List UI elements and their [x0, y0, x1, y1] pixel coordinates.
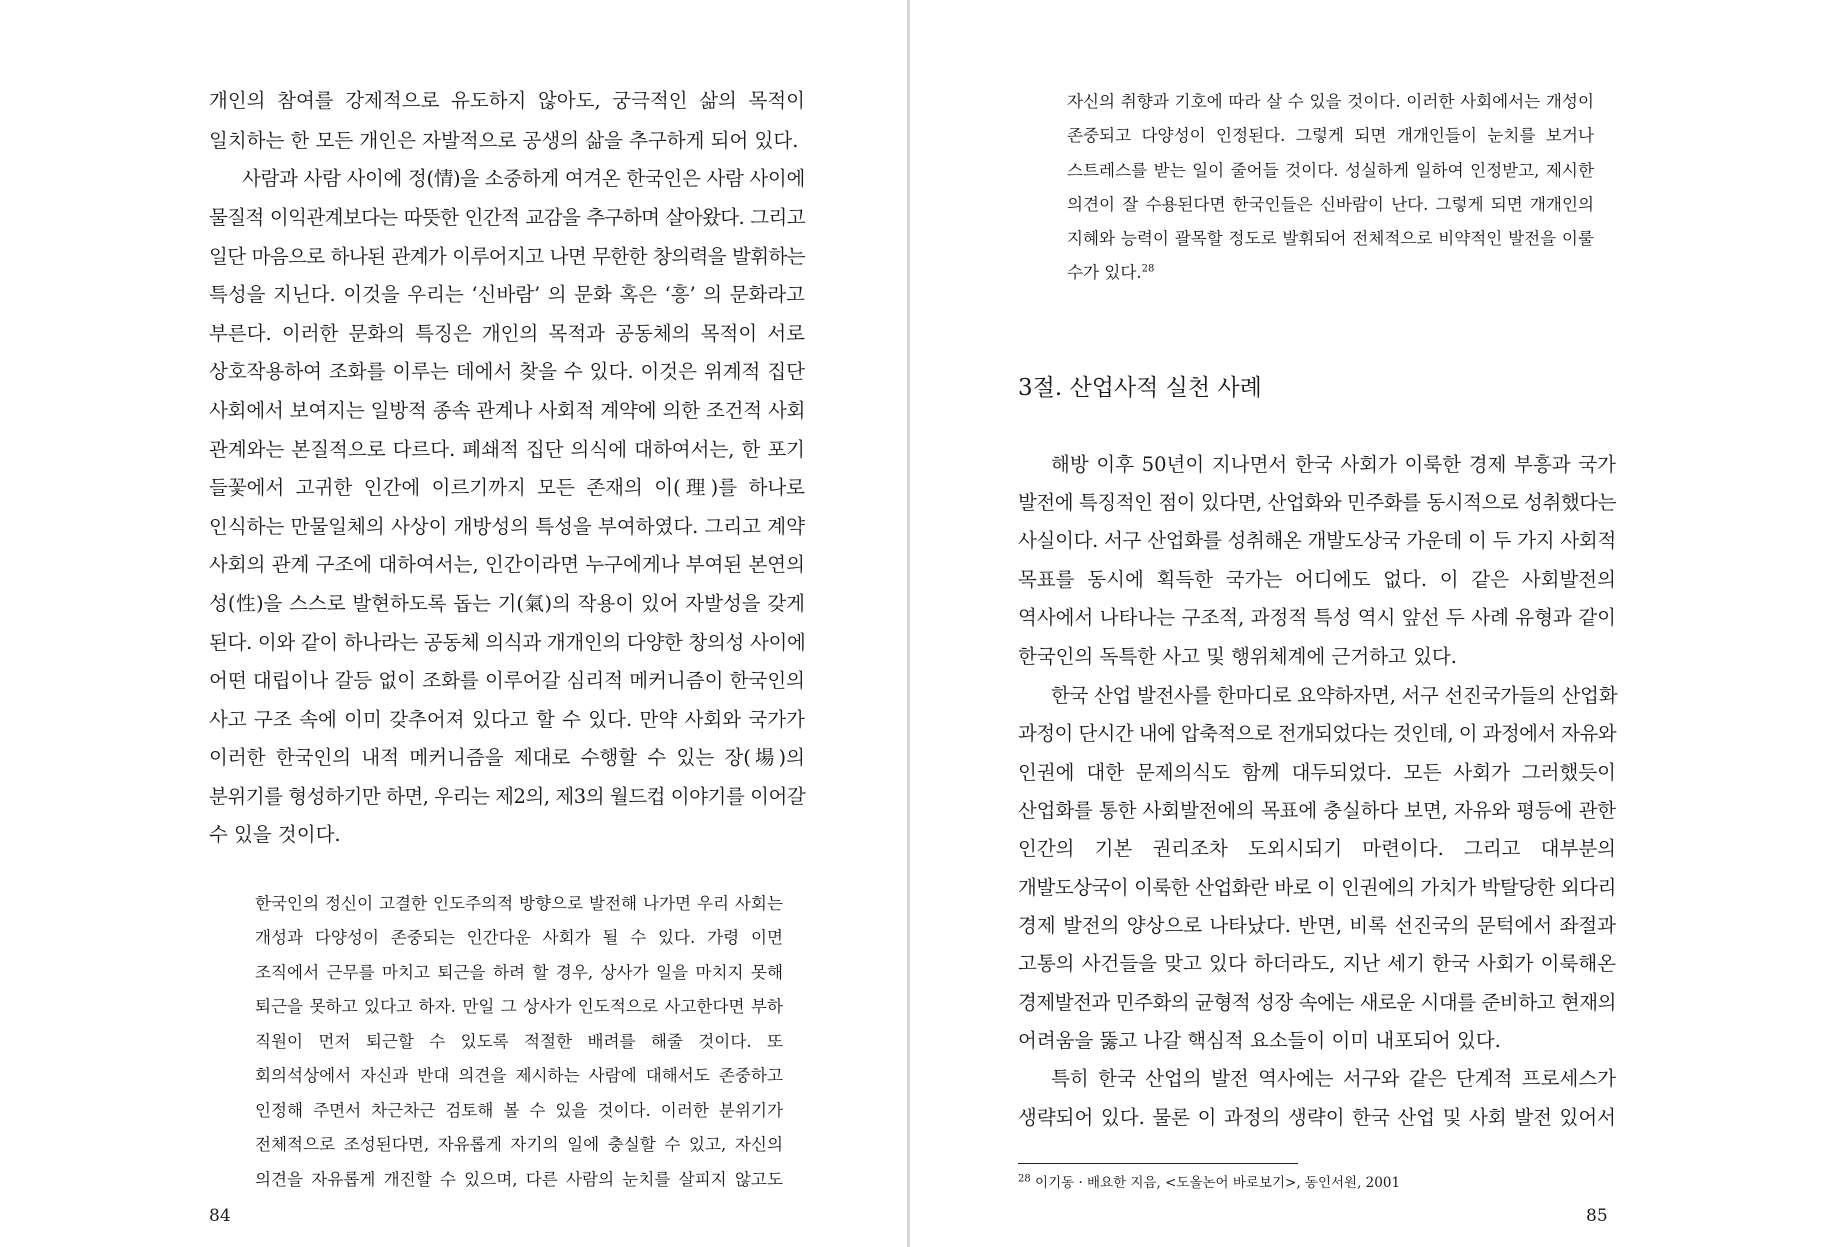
- text-line: 수 있을 것이다.: [209, 823, 341, 846]
- quote-line: 전체적으로 조성된다면, 자유롭게 자기의 일에 충실할 수 있고, 자신의: [255, 1135, 783, 1154]
- text-line: 일치하는 한 모든 개인은 자발적으로 공생의 삶을 추구하게 되어 있다.: [209, 129, 799, 152]
- footnote: [1018, 1174, 1400, 1192]
- quote-line: [1067, 262, 1154, 284]
- text-line: 인식하는 만물일체의 사상이 개방성의 특성을 부여하였다. 그리고 계약: [209, 515, 805, 538]
- text-line: 된다. 이와 같이 하나라는 공동체 의식과 개개인의 다양한 창의성 사이에: [209, 631, 806, 654]
- text-line: 인권에 대한 문제의식도 함께 대두되었다. 모든 사회가 그러했듯이: [1018, 761, 1616, 784]
- quote-line: 스트레스를 받는 일이 줄어들 것이다. 성실하게 일하여 인정받고, 제시한: [1067, 161, 1594, 180]
- text-line: 들꽃에서 고귀한 인간에 이르기까지 모든 존재의 이(理)를 하나로: [209, 476, 805, 499]
- text-line: 목표를 동시에 획득한 국가는 어디에도 없다. 이 같은 사회발전의: [1018, 568, 1616, 591]
- text-line: 개발도상국이 이룩한 산업화란 바로 이 인권에의 가치가 박탈당한 외다리: [1018, 876, 1616, 899]
- text-line: 과정이 단시간 내에 압축적으로 전개되었다는 것인데, 이 과정에서 자유와: [1018, 722, 1616, 745]
- text-line: 개인의 참여를 강제적으로 유도하지 않아도, 궁극적인 삶의 목적이: [209, 89, 805, 112]
- text-line: 어떤 대립이나 갈등 없이 조화를 이루어갈 심리적 메커니즘이 한국인의: [209, 669, 805, 692]
- quote-line: 자신의 취향과 기호에 따라 살 수 있을 것이다. 이러한 사회에서는 개성이: [1067, 92, 1594, 111]
- text-line: 경제 발전의 양상으로 나타났다. 반면, 비록 선진국의 문턱에서 좌절과: [1018, 914, 1616, 937]
- text-line: 고통의 사건들을 맞고 있다 하더라도, 지난 세기 한국 사회가 이룩해온: [1018, 952, 1616, 975]
- text-line: 발전에 특징적인 점이 있다면, 산업화와 민주화를 동시적으로 성취했다는: [1018, 491, 1616, 514]
- text-line: 특성을 지닌다. 이것을 우리는 ‘신바람’ 의 문화 혹은 ‘흥’ 의 문화라고: [209, 283, 805, 306]
- text-line: 특히 한국 산업의 발전 역사에는 서구와 같은 단계적 프로세스가: [1051, 1067, 1616, 1090]
- quote-line: 한국인의 정신이 고결한 인도주의적 방향으로 발전해 나가면 우리 사회는: [255, 894, 783, 913]
- text-line: 경제발전과 민주화의 균형적 성장 속에는 새로운 시대를 준비하고 현재의: [1018, 991, 1616, 1014]
- quote-line: 조직에서 근무를 마치고 퇴근을 하려 할 경우, 상사가 일을 마치지 못해: [255, 963, 783, 982]
- text-line: 한국 산업 발전사를 한마디로 요약하자면, 서구 선진국가들의 산업화: [1051, 684, 1618, 707]
- text-line: 사회의 관계 구조에 대하여서는, 인간이라면 누구에게나 부여된 본연의: [209, 553, 805, 576]
- footnote-reference: 28: [1141, 263, 1155, 275]
- text-line: 물질적 이익관계보다는 따뜻한 인간적 교감을 추구하며 살아왔다. 그리고: [209, 206, 805, 229]
- page-number: 85: [1586, 1206, 1608, 1226]
- quote-line: 의견이 잘 수용된다면 한국인들은 신바람이 난다. 그렇게 되면 개개인의: [1067, 195, 1594, 214]
- quote-line: 존중되고 다양성이 인정된다. 그렇게 되면 개개인들이 눈치를 보거나: [1067, 126, 1594, 145]
- text-line: 상호작용하여 조화를 이루는 데에서 찾을 수 있다. 이것은 위계적 집단: [209, 360, 805, 383]
- quote-line: 개성과 다양성이 존중되는 인간다운 사회가 될 수 있다. 가령 이면: [255, 928, 783, 947]
- left-page: [0, 0, 907, 1247]
- text-line: 성(性)을 스스로 발현하도록 돕는 기(氣)의 작용이 있어 자발성을 갖게: [209, 592, 805, 615]
- text-line: 사실이다. 서구 산업화를 성취해온 개발도상국 가운데 이 두 가지 사회적: [1018, 529, 1616, 552]
- quote-line: 직원이 먼저 퇴근할 수 있도록 적절한 배려를 해줄 것이다. 또: [255, 1032, 783, 1051]
- quote-line: 회의석상에서 자신과 반대 의견을 제시하는 사람에 대해서도 존중하고: [255, 1066, 783, 1085]
- quote-line-text: 수가 있다.: [1067, 263, 1142, 282]
- footnote-divider: [1018, 1163, 1298, 1164]
- quote-line: 인정해 주면서 차근차근 검토해 볼 수 있을 것이다. 이러한 분위기가: [255, 1101, 783, 1120]
- quote-line: 지혜와 능력이 괄목할 정도로 발휘되어 전체적으로 비약적인 발전을 이룰: [1067, 229, 1594, 248]
- text-line: 생략되어 있다. 물론 이 과정의 생략이 한국 산업 및 사회 발전 있어서: [1018, 1106, 1616, 1129]
- quote-line: 퇴근을 못하고 있다고 하자. 만일 그 상사가 인도적으로 사고한다면 부하: [255, 997, 783, 1016]
- text-line: 사람과 사람 사이에 정(情)을 소중하게 여겨온 한국인은 사람 사이에: [242, 167, 805, 190]
- text-line: 사고 구조 속에 이미 갖추어져 있다고 할 수 있다. 만약 사회와 국가가: [209, 708, 805, 731]
- text-line: 분위기를 형성하기만 하면, 우리는 제2의, 제3의 월드컵 이야기를 이어갈: [209, 785, 806, 808]
- right-page: [910, 0, 1821, 1247]
- section-title: 3절. 산업사적 실천 사례: [1018, 375, 1262, 401]
- footnote-text: 이기동 · 배요한 지음, <도올논어 바로보기>, 동인서원, 2001: [1035, 1175, 1401, 1191]
- page-number: 84: [209, 1206, 231, 1226]
- text-line: 사회에서 보여지는 일방적 종속 관계나 사회적 계약에 의한 조건적 사회: [209, 399, 806, 422]
- text-line: 해방 이후 50년이 지나면서 한국 사회가 이룩한 경제 부흥과 국가: [1051, 453, 1616, 476]
- text-line: 부른다. 이러한 문화의 특징은 개인의 목적과 공동체의 목적이 서로: [209, 322, 805, 345]
- text-line: 관계와는 본질적으로 다르다. 폐쇄적 집단 의식에 대하여서는, 한 포기: [209, 438, 805, 461]
- text-line: 인간의 기본 권리조차 도외시되기 마련이다. 그리고 대부분의: [1018, 837, 1616, 860]
- text-line: 역사에서 나타나는 구조적, 과정적 특성 역시 앞선 두 사례 유형과 같이: [1018, 606, 1616, 629]
- text-line: 어려움을 뚫고 나갈 핵심적 요소들이 이미 내포되어 있다.: [1018, 1029, 1501, 1052]
- text-line: 산업화를 통한 사회발전에의 목표에 충실하다 보면, 자유와 평등에 관한: [1018, 799, 1616, 822]
- quote-line: 의견을 자유롭게 개진할 수 있으며, 다른 사람의 눈치를 살피지 않고도: [255, 1170, 783, 1189]
- text-line: 이러한 한국인의 내적 메커니즘을 제대로 수행할 수 있는 장(場)의: [209, 746, 805, 769]
- footnote-mark: 28: [1018, 1173, 1031, 1185]
- text-line: 일단 마음으로 하나된 관계가 이루어지고 나면 무한한 창의력을 발휘하는: [209, 245, 805, 268]
- text-line: 한국인의 독특한 사고 및 행위체계에 근거하고 있다.: [1018, 645, 1457, 668]
